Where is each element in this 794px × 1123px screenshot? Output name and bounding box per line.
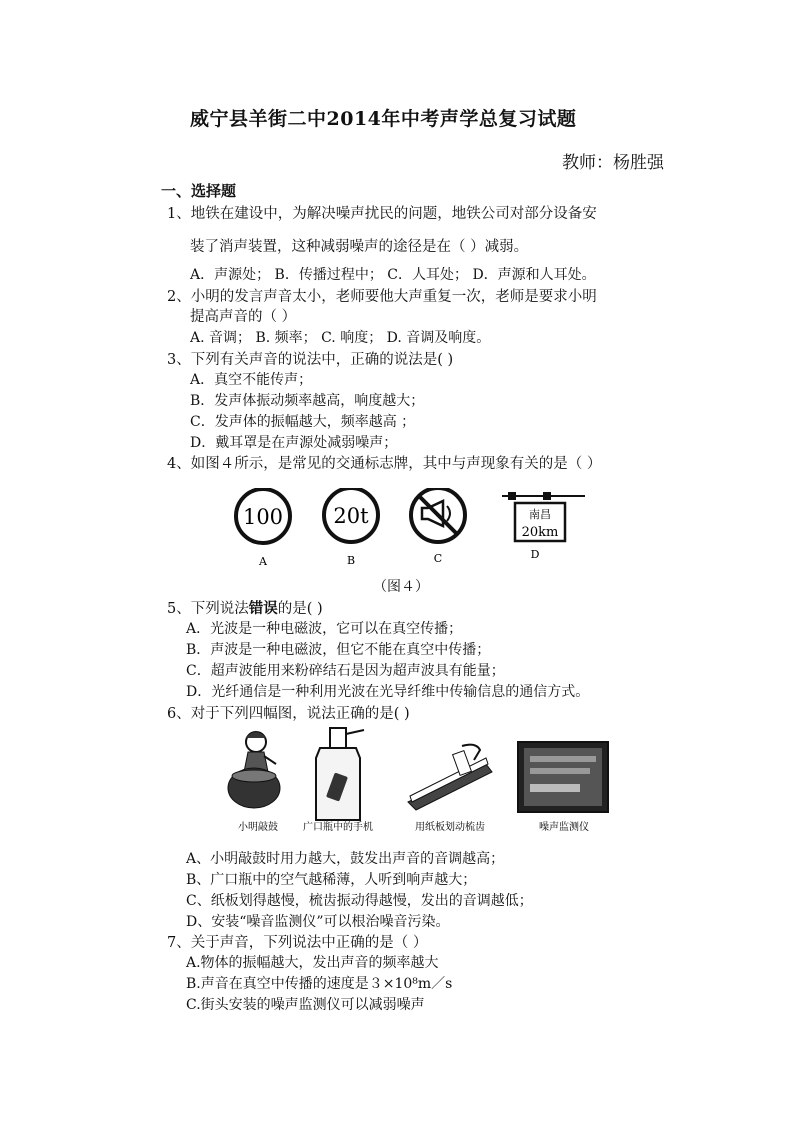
q5-stem-bold: 错误 bbox=[248, 600, 278, 617]
q2-stem-line1: 2、小明的发言声音太小，老师要他大声重复一次，老师是要求小明 bbox=[167, 289, 597, 305]
q5-stem-pre: 5、下列说法 bbox=[167, 601, 249, 617]
sign-d-text-city: 南昌 bbox=[529, 508, 551, 521]
q6-caption-c: 用纸板划动梳齿 bbox=[415, 822, 485, 833]
comb-card-illustration bbox=[408, 745, 492, 810]
noise-monitor-illustration bbox=[518, 742, 608, 812]
q6-figures bbox=[218, 724, 618, 836]
q5-stem bbox=[167, 597, 323, 618]
label-b: B bbox=[346, 554, 356, 567]
speed-limit-sign bbox=[236, 489, 290, 543]
weight-limit-sign bbox=[324, 488, 378, 542]
q6-option-b: B、广口瓶中的空气越稀薄，人听到响声越大； bbox=[186, 872, 477, 888]
q7-option-a: A.物体的振幅越大，发出声音的频率越大 bbox=[186, 955, 439, 971]
q3-stem: 3、下列有关声音的说法中，正确的说法是( ) bbox=[167, 352, 454, 368]
q7-stem: 7、关于声音，下列说法中正确的是（ ） bbox=[167, 935, 428, 951]
q2-options: A. 音调； B. 频率； C. 响度； D. 音调及响度。 bbox=[190, 330, 491, 346]
bottle-phone-illustration bbox=[316, 728, 364, 820]
q3-option-d: D．戴耳罩是在声源处减弱噪声； bbox=[190, 435, 398, 451]
q3-option-a: A．真空不能传声； bbox=[190, 372, 313, 388]
label-a: A bbox=[259, 555, 267, 568]
q4-stem: 4、如图４所示，是常见的交通标志牌，其中与声现象有关的是（ ） bbox=[167, 456, 602, 472]
label-d: D bbox=[530, 548, 540, 561]
sign-d-text-distance: 20km bbox=[521, 525, 559, 540]
q1-stem-line2: 装了消声装置，这种减弱噪声的途径是在（ ）减弱。 bbox=[190, 239, 529, 255]
q5-stem-post: 的是( ) bbox=[277, 601, 323, 617]
sign-b-text: 20t bbox=[333, 504, 369, 528]
q5-option-b: B．声波是一种电磁波，但它不能在真空中传播； bbox=[186, 642, 491, 658]
drum-boy-illustration bbox=[228, 732, 280, 808]
q6-option-a: A、小明敲鼓时用力越大，鼓发出声音的音调越高； bbox=[186, 851, 505, 867]
q6-caption-a: 小明敲鼓 bbox=[238, 822, 278, 833]
q1-options: A．声源处； B．传播过程中； C．人耳处； D．声源和人耳处。 bbox=[190, 267, 596, 283]
q6-stem: 6、对于下列四幅图，说法正确的是( ) bbox=[167, 706, 410, 722]
q6-option-c: C、纸板划得越慢，梳齿振动得越慢，发出的音调越低； bbox=[186, 893, 533, 909]
q6-option-d: D、安装“噪音监测仪”可以根治噪音污染。 bbox=[186, 914, 450, 930]
traffic-signs-figure bbox=[225, 488, 595, 570]
q6-caption-d: 噪声监测仪 bbox=[539, 822, 589, 833]
section-title: 一、选择题 bbox=[161, 182, 237, 200]
label-c: C bbox=[433, 552, 443, 565]
q5-option-a: A．光波是一种电磁波，它可以在真空传播； bbox=[186, 621, 463, 637]
q7-option-b: B.声音在真空中传播的速度是３×10⁸m／s bbox=[186, 976, 453, 992]
q5-option-c: C．超声波能用来粉碎结石是因为超声波具有能量； bbox=[186, 663, 505, 679]
q2-stem-line2: 提高声音的（ ） bbox=[190, 309, 297, 325]
teacher-name: 教师：杨胜强 bbox=[562, 153, 664, 173]
sign-a-text: 100 bbox=[242, 505, 284, 529]
q6-caption-b: 广口瓶中的手机 bbox=[303, 822, 373, 833]
distance-sign bbox=[502, 492, 585, 541]
q7-option-c: C.街头安装的噪声监测仪可以减弱噪声 bbox=[186, 997, 425, 1013]
exam-title: 威宁县羊街二中2014年中考声学总复习试题 bbox=[190, 108, 577, 130]
q5-option-d: D．光纤通信是一种利用光波在光导纤维中传输信息的通信方式。 bbox=[186, 684, 590, 700]
q4-figure-caption: （图４） bbox=[373, 579, 429, 595]
no-horn-sign bbox=[411, 488, 465, 542]
q1-stem-line1: 1、地铁在建设中，为解决噪声扰民的问题，地铁公司对部分设备安 bbox=[167, 206, 597, 222]
q3-option-c: C．发声体的振幅越大，频率越高 ； bbox=[190, 414, 416, 430]
q3-option-b: B．发声体振动频率越高，响度越大； bbox=[190, 393, 425, 409]
